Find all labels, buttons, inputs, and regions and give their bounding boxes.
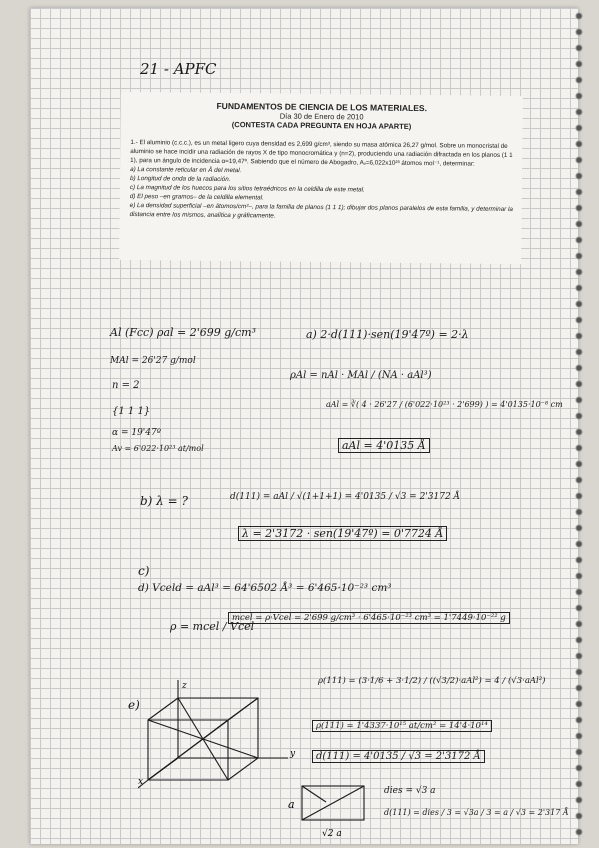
a-result: aAl = 4'0135 Å — [338, 438, 430, 453]
d-volume: d) Vceld = aAl³ = 64'6502 Å³ = 6'465·10⁻²³ cm³ — [138, 582, 392, 594]
cube-axis-z: z — [182, 681, 187, 691]
e-label: e) — [128, 698, 140, 712]
diagonal-rectangle-sketch — [286, 782, 376, 842]
a-density-formula: ρAl = nAl · MAl / (NA · aAl³) — [290, 370, 432, 381]
a-calculation: aAl = ∛( 4 · 26'27 / (6'022·10²³ · 2'699) ) = 4'0135·10⁻⁸ cm — [326, 400, 563, 409]
b-result: λ = 2'3172 · sen(19'47º) = 0'7724 Å — [238, 526, 447, 541]
problem-item-a: a) La constante reticular en Å del metal. — [130, 166, 242, 175]
d-density-formula: ρ = mcel / Vcel — [170, 620, 255, 633]
data-alpha: α = 19'47º — [112, 428, 161, 438]
d-result: mcel = ρ·Vcel = 2'699 g/cm³ · 6'465·10⁻²³ cm³ = 1'7449·10⁻²² g — [228, 612, 510, 624]
e-graphical-distance: d(111) = dies / 3 = √3a / 3 = a / √3 = 2'317 Å — [384, 808, 569, 817]
problem-item-b: b) Longitud de onda de la radiación. — [129, 174, 231, 184]
exam-date: Día 30 de Enero de 2010 — [279, 111, 364, 122]
notebook-page — [30, 8, 578, 844]
problem-item-d: d) El peso –en gramos– de la celdilla elemental. — [129, 192, 264, 202]
rect-bottom-label: √2 a — [322, 829, 342, 839]
c-label: c) — [138, 564, 150, 578]
e-diagonal: dies = √3 a — [384, 786, 436, 796]
a-bragg-equation: a) 2·d(111)·sen(19'47º) = 2·λ — [306, 328, 469, 341]
data-mass: MAl = 26'27 g/mol — [110, 356, 196, 366]
exam-instruction: (CONTESTA CADA PREGUNTA EN HOJA APARTE) — [231, 120, 412, 131]
e-distance-result: d(111) = 4'0135 / √3 = 2'3172 Å — [312, 750, 485, 763]
rect-side-label: a — [288, 798, 295, 811]
exam-title: FUNDAMENTOS DE CIENCIA DE LOS MATERIALES. — [216, 100, 428, 114]
spiral-binding — [570, 8, 588, 844]
data-n: n = 2 — [112, 380, 140, 391]
b-interplanar-distance: d(111) = aAl / √(1+1+1) = 4'0135 / √3 = 2'3172 Å — [230, 492, 461, 502]
cube-axis-y: y — [290, 749, 296, 759]
header-note: 21 - APFC — [140, 60, 217, 78]
cube-axis-x: x — [138, 777, 144, 787]
problem-item-e: e) La densidad superficial –en átomos/cm²–, para la familia de planos (1 1 1); dibujar dos planos paralelos de esta familia, y determinar la distancia entre los mismos, analítica y gráficamente. — [129, 201, 513, 220]
data-avogadro: Av = 6'022·10²³ at/mol — [112, 444, 204, 453]
e-planar-density: ρ(111) = (3·1/6 + 3·1/2) / ((√3/2)·aAl²) = 4 / (√3·aAl²) — [318, 676, 546, 686]
data-aluminium: Al (Fcc) ρal = 2'699 g/cm³ — [110, 326, 257, 339]
printed-exam-sheet — [119, 92, 523, 264]
fcc-cube-sketch — [138, 680, 298, 790]
e-planar-density-result: ρ(111) = 1'4337·10¹⁵ at/cm² = 14'4·10¹⁴ — [312, 720, 492, 732]
problem-statement: 1.- El aluminio (c.c.c.), es un metal ligero cuya densidad es 2,699 g/cm³, siendo su masa atómica 26,27 g/mol. Sobre un monocristal de aluminio se hace incidir una radiación de rayos X de tipo monocromática y (n=2), produciendo una radiación difractada en los planos (1 1 1), para un ángulo de incidencia α=19,47º. Sabiendo que el número de Abogadro, Aᵥ=6,022x10²³ átomos mol⁻¹, determinar: — [130, 139, 513, 168]
data-plane: {1 1 1} — [112, 406, 151, 417]
exam-problem — [130, 138, 515, 223]
problem-item-c: c) La magnitud de los huecos para los sitios tetraédricos en la celdilla de este metal. — [129, 183, 365, 194]
b-label: b) λ = ? — [140, 494, 188, 508]
